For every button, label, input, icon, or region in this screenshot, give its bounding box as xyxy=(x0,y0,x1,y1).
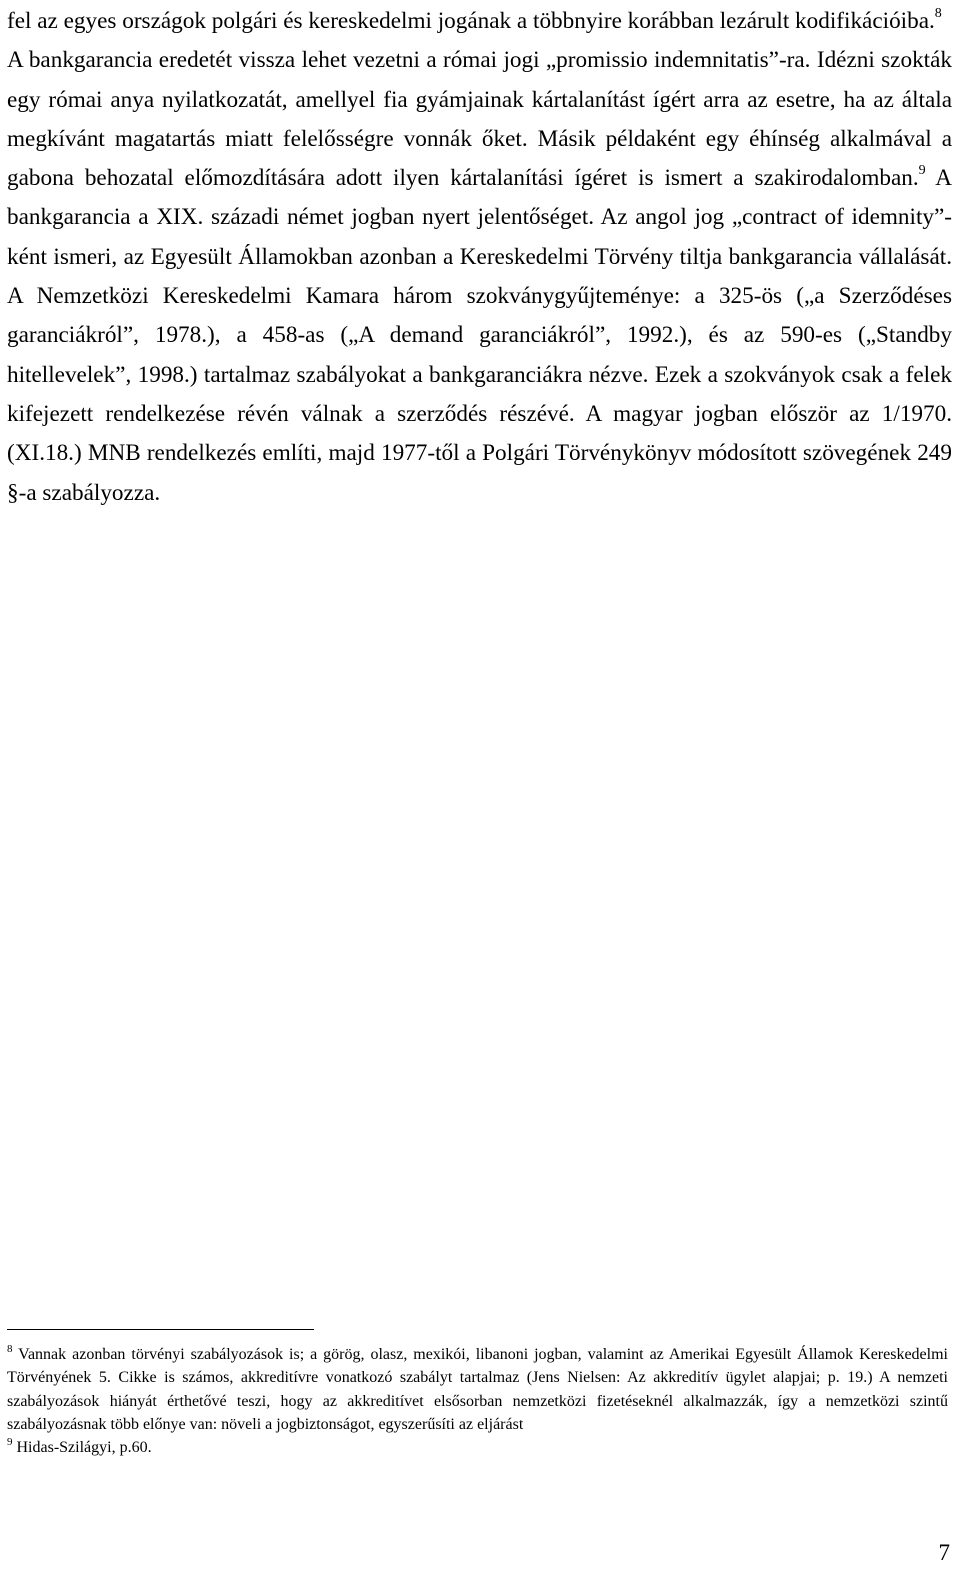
paragraph-1 xyxy=(7,2,952,41)
paragraph-1-text: fel az egyes országok polgári és kereskedelmi jogának a többnyire korábban lezárult kodifikációiba. xyxy=(7,8,935,34)
footnote-text: Vannak azonban törvényi szabályozások is; a görög, olasz, mexikói, libanoni jogban, valamint az Amerikai Egyesült Államok Kereskedelmi Törvényének 5. Cikke is számos, akkreditívre vonatkozó szabályt tartalmaz (Jens Nielsen: Az akkreditív ügylet alapjai; p. 19.) A nemzeti szabályozások hiányát érthetővé teszi, hogy az akkreditívet elsősorban nemzetközi fizetéseknél alkalmazzák, így a nemzetközi szintű szabályozásnak több előnye van: növeli a jogbiztonságot, egyszerűsíti az eljárást xyxy=(7,1346,948,1433)
footnote-number: 9 xyxy=(7,1435,13,1448)
body-text xyxy=(7,2,952,513)
footnotes xyxy=(7,1343,948,1459)
paragraph-2-text-a: A bankgarancia eredetét vissza lehet vezetni a római jogi „promissio indemnitatis”-ra. Idézni szokták egy római anya nyilatkozatát, amellyel fia gyámjainak kártalanítást ígért arra az esetre, ha az általa megkívánt magatartás miatt felelősségre vonnák őket. Másik példaként egy éhínség alkalmával a gabona behozatal előmozdítására adott ilyen kártalanítási ígéret is ismert a szakirodalomban. xyxy=(7,47,952,192)
footnote-9 xyxy=(7,1436,948,1459)
footnote-ref-8[interactable]: 8 xyxy=(934,6,942,22)
footnote-8 xyxy=(7,1343,948,1436)
paragraph-2 xyxy=(7,41,952,513)
footnote-ref-9[interactable]: 9 xyxy=(918,163,926,179)
paragraph-2-text-b: A bankgarancia a XIX. századi német jogban nyert jelentőséget. Az angol jog „contract of idemnity”-ként ismeri, az Egyesült Államokban azonban a Kereskedelmi Törvény tiltja bankgarancia vállalását. A Nemzetközi Kereskedelmi Kamara három szokványgyűjteménye: a 325-ös („a Szerződéses garanciákról”, 1978.), a 458-as („A demand garanciákról”, 1992.), és az 590-es („Standby hitellevelek”, 1998.) tartalmaz szabályokat a bankgaranciákra nézve. Ezek a szokványok csak a felek kifejezett rendelkezése révén válnak a szerződés részévé. A magyar jogban először az 1/1970. (XI.18.) MNB rendelkezés említi, majd 1977-től a Polgári Törvénykönyv módosított szövegének 249 §-a szabályozza. xyxy=(7,165,952,506)
footnote-text: Hidas-Szilágyi, p.60. xyxy=(12,1439,152,1457)
page-number: 7 xyxy=(938,1540,950,1565)
footnote-number: 8 xyxy=(7,1342,13,1355)
footnote-separator xyxy=(7,1329,314,1330)
